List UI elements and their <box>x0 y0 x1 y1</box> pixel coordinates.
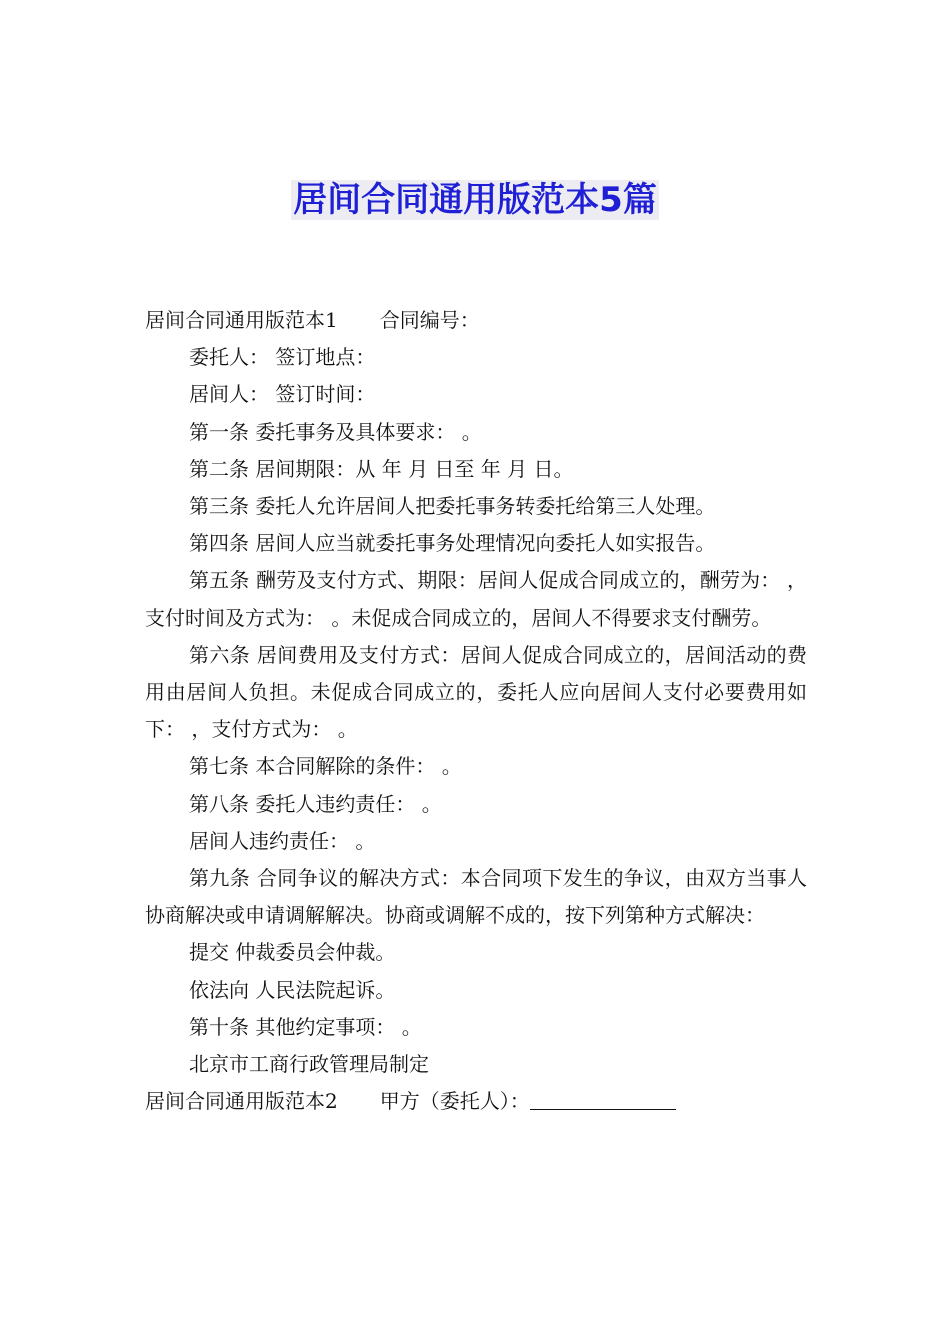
section2-heading: 居间合同通用版范本2 <box>145 1089 338 1114</box>
contract-number-label: 合同编号： <box>379 308 480 332</box>
document-title <box>0 176 950 224</box>
article-4: 第四条 居间人应当就委托事务处理情况向委托人如实报告。 <box>189 531 716 556</box>
dispute-option-arbitration: 提交 仲裁委员会仲裁。 <box>189 940 396 965</box>
issuer-line: 北京市工商行政管理局制定 <box>189 1052 429 1077</box>
document-title-text: 居间合同通用版范本5篇 <box>293 180 657 220</box>
broker-line: 居间人： 签订时间： <box>189 382 376 407</box>
party-a-label: 甲方（委托人）： <box>379 1089 530 1114</box>
article-8: 第八条 委托人违约责任： 。 <box>189 791 442 816</box>
article-6: 第六条 居间费用及支付方式：居间人促成合同成立的，居间活动的费用由居间人负担。未促成合同成立的，委托人应向居间人支付必要费用如下： ，支付方式为： 。 <box>145 642 807 742</box>
section1-heading-line <box>145 302 807 339</box>
article-9: 第九条 合同争议的解决方式：本合同项下发生的争议，由双方当事人协商解决或申请调解解决。协商或调解不成的，按下列第种方式解决： <box>145 866 807 928</box>
article-3: 第三条 委托人允许居间人把委托事务转委托给第三人处理。 <box>189 494 716 519</box>
article-2: 第二条 居间期限：从 年 月 日至 年 月 日。 <box>189 456 574 481</box>
dispute-option-court: 依法向 人民法院起诉。 <box>189 977 396 1002</box>
section2-heading-line <box>145 1083 807 1120</box>
section1-heading: 居间合同通用版范本1 <box>145 308 338 332</box>
principal-line: 委托人： 签订地点： <box>189 345 376 370</box>
document-body <box>145 302 807 1120</box>
article-8-broker: 居间人违约责任： 。 <box>189 828 376 853</box>
article-1: 第一条 委托事务及具体要求： 。 <box>189 419 482 444</box>
article-7: 第七条 本合同解除的条件： 。 <box>189 754 462 779</box>
article-10: 第十条 其他约定事项： 。 <box>189 1014 422 1039</box>
article-5: 第五条 酬劳及支付方式、期限：居间人促成合同成立的，酬劳为： ，支付时间及方式为： 。未促成合同成立的，居间人不得要求支付酬劳。 <box>145 568 807 630</box>
party-a-blank-line <box>530 1087 676 1110</box>
